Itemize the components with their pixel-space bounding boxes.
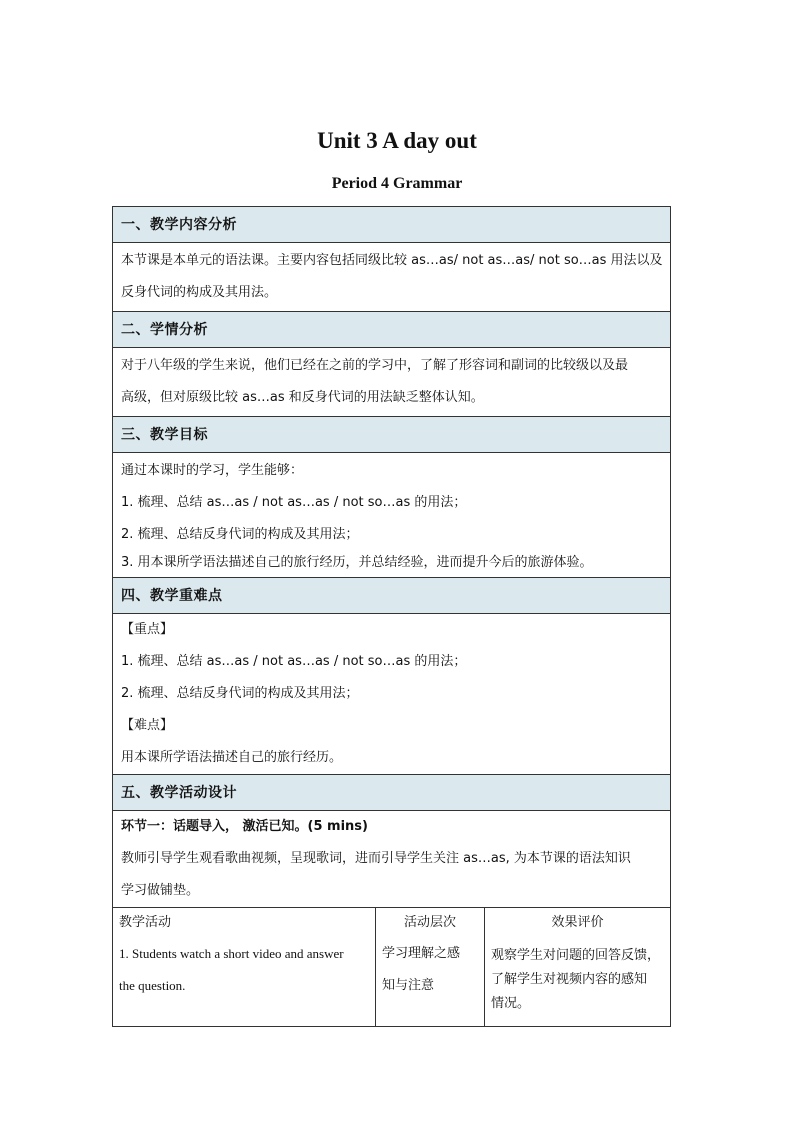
section-body-objectives [113,453,670,578]
paragraph-line: 通过本课时的学习，学生能够： [121,463,304,478]
objective-item: 2. 梳理、总结反身代词的构成及其用法； [121,527,359,542]
objective-item: 1. 梳理、总结 as…as / not as…as / not so…as 的用法； [121,495,467,510]
activity-cell-line: the question. [119,978,186,993]
paragraph-line: 对于八年级的学生来说，他们已经在之前的学习中，了解了形容词和副词的比较级以及最 [121,358,629,373]
level-column [376,908,485,1026]
section-body-key-points [113,614,670,775]
evaluation-cell-line: 了解学生对视频内容的感知 [491,972,648,987]
activity-cell-line: 1. Students watch a short video and answer [119,946,344,961]
column-header-evaluation: 效果评价 [551,915,604,930]
key-point-label: 【重点】 [121,622,174,637]
document-title: Unit 3 A day out [317,128,477,153]
paragraph-line: 高级，但对原级比较 as…as 和反身代词的用法缺乏整体认知。 [121,390,484,405]
evaluation-column [485,908,670,1026]
key-point-item: 1. 梳理、总结 as…as / not as…as / not so…as 的用法； [121,654,467,669]
objective-item: 3. 用本课所学语法描述自己的旅行经历，并总结经验，进而提升今后的旅游体验。 [121,555,593,570]
section-heading-activity-design: 五、教学活动设计 [113,775,670,811]
section-heading-student-analysis: 二、学情分析 [113,312,670,348]
evaluation-cell-line: 情况。 [491,996,531,1011]
section-heading-content-analysis: 一、教学内容分析 [113,207,670,243]
paragraph-line: 本节课是本单元的语法课。主要内容包括同级比较 as…as/ not as…as/ not so…as 用法以及 [121,253,663,268]
level-cell-line: 学习理解之感 [382,946,461,961]
document-subtitle: Period 4 Grammar [331,175,463,192]
column-header-activity: 教学活动 [119,915,172,930]
paragraph-line: 教师引导学生观看歌曲视频，呈现歌词，进而引导学生关注 as…as, 为本节课的语法知识 [121,851,631,866]
lesson-plan-table [112,206,671,1027]
level-cell-line: 知与注意 [382,978,435,993]
section-heading-key-points: 四、教学重难点 [113,578,670,614]
column-header-level: 活动层次 [403,915,456,930]
section-body-content-analysis [113,243,670,312]
activity-column [113,908,376,1026]
evaluation-cell-line: 观察学生对问题的回答反馈， [491,948,661,963]
paragraph-line: 学习做铺垫。 [121,883,200,898]
section-body-activity-design [113,811,670,908]
difficulty-label: 【难点】 [121,718,174,733]
stage-heading: 环节一：话题导入， 激活已知。(5 mins) [121,819,368,834]
key-point-item: 2. 梳理、总结反身代词的构成及其用法； [121,686,359,701]
paragraph-line: 反身代词的构成及其用法。 [121,285,278,300]
difficulty-item: 用本课所学语法描述自己的旅行经历。 [121,750,343,765]
section-body-student-analysis [113,348,670,417]
section-heading-objectives: 三、教学目标 [113,417,670,453]
activity-table [113,908,670,1026]
